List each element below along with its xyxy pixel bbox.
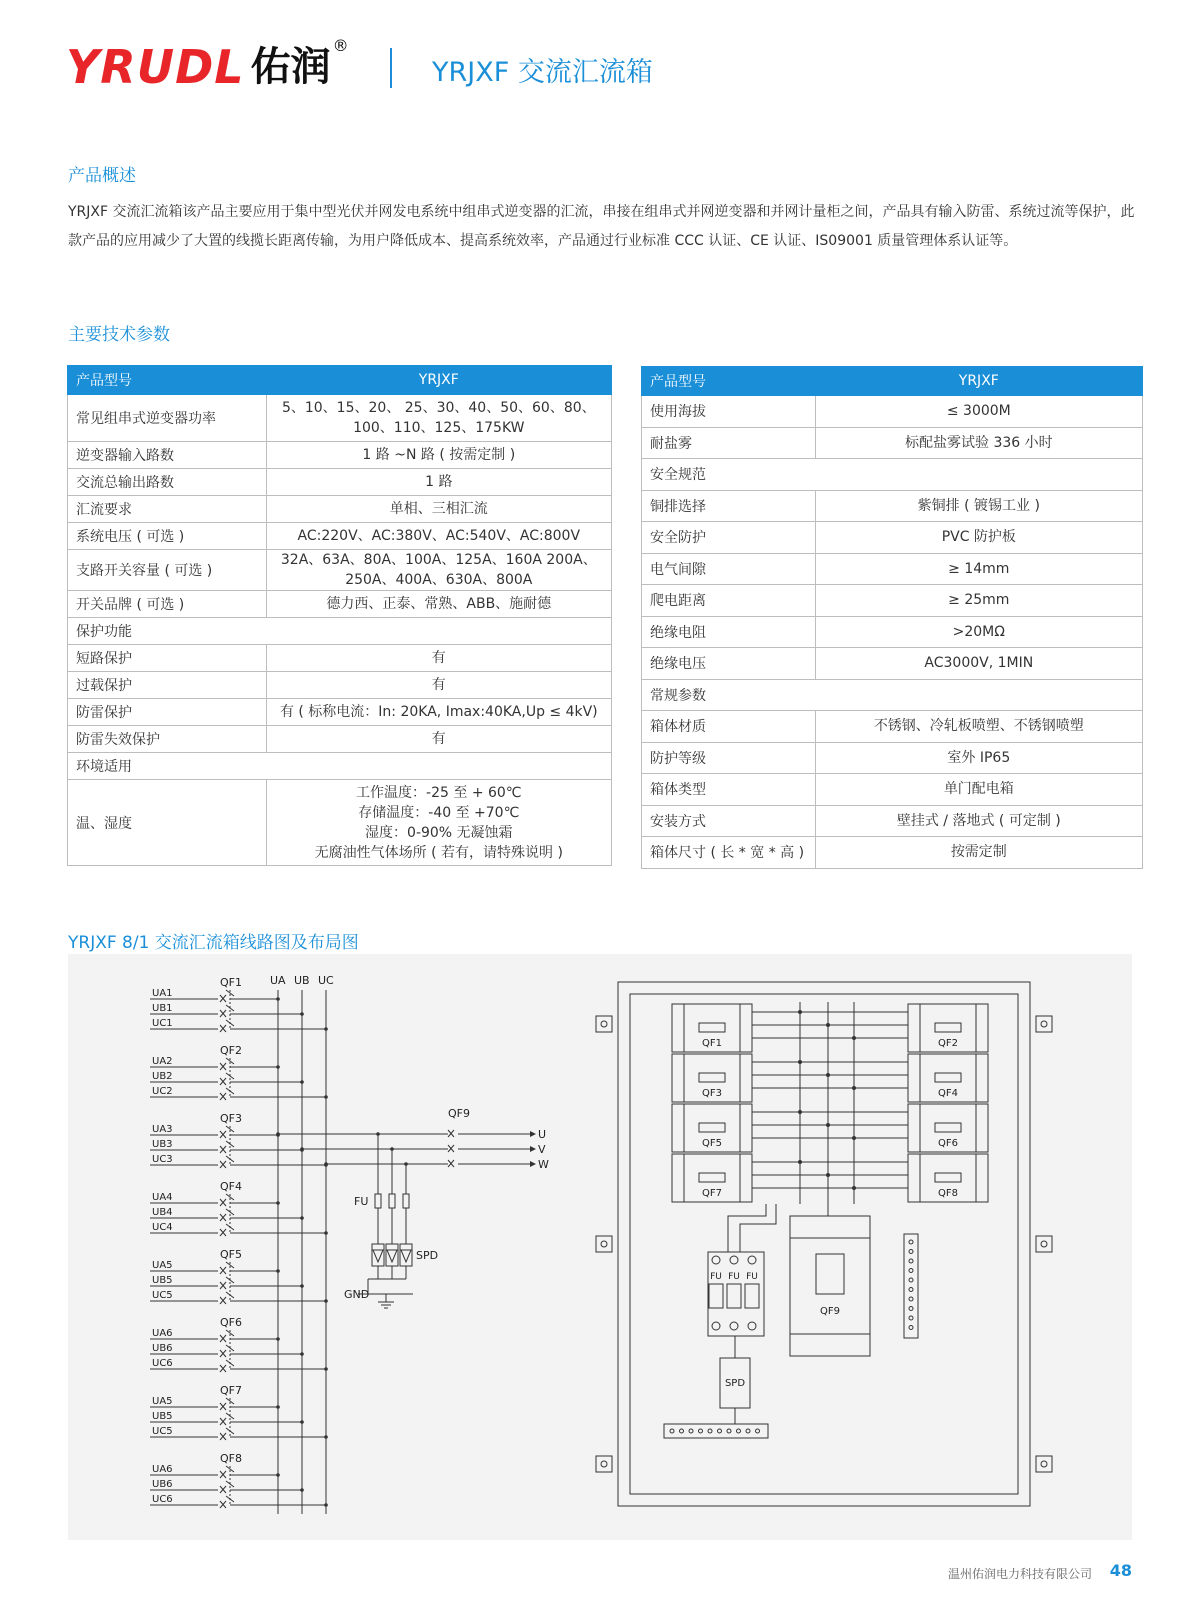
left-table-row [68,523,612,550]
mount-hole [1041,1021,1047,1027]
left-table-row-value: 德力西、正泰、常熟、ABB、施耐德 [266,591,611,618]
left-table-row-value: 有 [266,672,611,699]
junction-dot [300,1420,304,1424]
junction-dot [324,1435,328,1439]
left-table-row [68,395,612,442]
cabinet-outer [618,982,1030,1506]
input-line-label: UB3 [152,1139,173,1150]
right-table-row [642,490,1143,522]
fuse-element [389,1194,395,1208]
input-line-label: UA1 [152,988,173,999]
left-spec-table [67,365,612,866]
ground-strip-hole [737,1429,741,1433]
gnd-label: GND [344,1288,370,1301]
circuit-schematic [150,974,549,1514]
terminal-strip-hole [909,1278,913,1282]
right-table-row-value: >20MΩ [815,616,1142,648]
breaker-label: QF7 [220,1384,242,1397]
right-table-row-value: 不锈钢、冷轧板喷塑、不锈钢喷塑 [815,711,1142,743]
right-table-row-label: 电气间隙 [642,553,816,585]
breaker-handle [699,1123,725,1132]
left-table-row [68,442,612,469]
ground-strip-hole [689,1429,693,1433]
breaker-terminal [672,1154,684,1202]
breaker-label: QF1 [220,976,242,989]
right-table-row [642,837,1143,869]
left-table-row-value: 5、10、15、20、 25、30、40、50、60、80、100、110、125、175KW [266,395,611,442]
busbar-joint [798,1110,802,1114]
junction-dot [300,1012,304,1016]
right-table-row-label: 使用海拔 [642,396,816,428]
input-line-label: UA3 [152,1124,173,1135]
mount-bracket [1036,1016,1052,1032]
breaker-terminal [672,1054,684,1102]
brand-logo-cn: 佑润 [250,44,331,90]
layout-breaker-label: QF2 [938,1038,958,1049]
left-table-row [68,726,612,753]
terminal-strip-hole [909,1250,913,1254]
input-line-label: UB4 [152,1207,173,1218]
fuse-terminal [730,1256,738,1264]
left-table-row-value: 单相、三相汇流 [266,496,611,523]
layout-fuse-label: FU [728,1272,740,1282]
junction-dot [324,1231,328,1235]
right-table-row [642,522,1143,554]
left-table-row [68,469,612,496]
fuse-label: FU [354,1195,369,1208]
brand-logo [66,36,349,94]
ground-strip-hole [708,1429,712,1433]
fuse-terminal [730,1322,738,1330]
breaker-terminal [908,1054,920,1102]
right-table-row-value: PVC 防护板 [815,522,1142,554]
junction-dot [324,1095,328,1099]
layout-breaker-label: QF5 [702,1138,722,1149]
mount-bracket [596,1236,612,1252]
layout-breaker-label: QF7 [702,1188,722,1199]
breaker-label: QF3 [220,1112,242,1125]
busbar-joint [826,1073,830,1077]
left-table-row-label: 常见组串式逆变器功率 [68,395,267,442]
output-arrow [530,1131,536,1137]
input-line-label: UB5 [152,1275,173,1286]
left-table-row-label: 开关品牌 ( 可选 ) [68,591,267,618]
right-table-header-row [642,367,1143,396]
overview-text: YRJXF 交流汇流箱该产品主要应用于集中型光伏并网发电系统中组串式逆变器的汇流，串接在组串式并网逆变器和并网计量柜之间，产品具有输入防雷、系统过流等保护，此款产品的应用减少了大置的线揽长距离传输，为用户降低成本、提高系统效率，产品通过行业标准 CCC 认证、CE 认证、IS09001 质量管理体系认证等。 [68,204,1135,249]
params-heading: 主要技术参数 [68,325,170,345]
right-table-row [642,396,1143,428]
input-line-label: UA4 [152,1192,173,1203]
left-table-row-label: 系统电压 ( 可选 ) [68,523,267,550]
mount-hole [1041,1241,1047,1247]
input-line-label: UB6 [152,1479,173,1490]
right-table-row-label: 安全防护 [642,522,816,554]
spd-label: SPD [416,1249,439,1262]
header-divider [390,48,392,88]
junction-dot [404,1162,408,1166]
left-table-header-label: 产品型号 [68,366,267,395]
right-table-row-value: 紫铜排 ( 镀锡工业 ) [815,490,1142,522]
output-arrow [530,1161,536,1167]
left-table-row-label: 交流总输出路数 [68,469,267,496]
junction-dot [276,1337,280,1341]
terminal-strip-hole [909,1316,913,1320]
input-line-label: UA5 [152,1260,173,1271]
breaker-terminal [976,1004,988,1052]
left-table-row [68,753,612,780]
junction-dot [276,1405,280,1409]
left-table-row-label: 过载保护 [68,672,267,699]
left-table-row-value: 1 路 [266,469,611,496]
left-table-row-value: 1 路 ~N 路 ( 按需定制 ) [266,442,611,469]
right-table-row-label: 爬电距离 [642,585,816,617]
junction-dot [390,1147,394,1151]
cabinet-layout [596,982,1052,1506]
input-line-label: UB1 [152,1003,173,1014]
spd-arrow [387,1250,397,1262]
left-table-env-row [68,780,612,866]
junction-dot [300,1147,304,1151]
mount-bracket [596,1456,612,1472]
terminal-strip-hole [909,1307,913,1311]
busbar-joint [798,1060,802,1064]
input-line-label: UC5 [152,1290,173,1301]
junction-dot [276,1269,280,1273]
layout-wire [740,1204,776,1252]
mount-hole [1041,1461,1047,1467]
layout-breaker-label: QF6 [938,1138,958,1149]
right-table-row-label: 绝缘电压 [642,648,816,680]
busbar-joint [798,1160,802,1164]
fuse-terminal [748,1256,756,1264]
fuse-body [745,1284,759,1308]
fuse-body [727,1284,741,1308]
right-table-row-value: 标配盐雾试验 336 小时 [815,427,1142,459]
left-table-row [68,672,612,699]
layout-main-label: QF9 [820,1306,840,1317]
left-table-row [68,496,612,523]
breaker-label: QF6 [220,1316,242,1329]
right-table-row [642,774,1143,806]
output-label: W [538,1158,549,1171]
busbar-joint [826,1023,830,1027]
terminal-strip-hole [909,1297,913,1301]
right-table-row [642,459,1143,491]
left-table-row-label: 防雷失效保护 [68,726,267,753]
mount-hole [601,1021,607,1027]
left-table-row-value: 有 [266,726,611,753]
env-condition-line: 工作温度：-25 至 + 60℃ [356,784,522,801]
breaker-handle [699,1073,725,1082]
input-line-label: UC3 [152,1154,173,1165]
right-table-row-value: 单门配电箱 [815,774,1142,806]
ground-strip-hole [727,1429,731,1433]
right-table-row-value: AC3000V, 1MIN [815,648,1142,680]
right-table-row [642,427,1143,459]
right-table-row-value: ≥ 25mm [815,585,1142,617]
breaker-handle [935,1173,961,1182]
ground-strip-hole [756,1429,760,1433]
right-table-row-label: 箱体材质 [642,711,816,743]
fuse-element [375,1194,381,1208]
brand-logo-en: YRUDL [66,40,245,94]
right-table-row-value: ≥ 14mm [815,553,1142,585]
layout-fuse-label: FU [710,1272,722,1282]
breaker-terminal [908,1104,920,1152]
spd-arrow [373,1250,383,1262]
env-condition-line: 存储温度：-40 至 +70℃ [358,804,520,821]
env-condition-line: 湿度：0-90% 无凝蚀霜 [365,824,513,841]
breaker-terminal [976,1054,988,1102]
layout-breaker-label: QF8 [938,1188,958,1199]
right-table-row-value: ≤ 3000M [815,396,1142,428]
input-line-label: UC5 [152,1426,173,1437]
left-table-env-values [266,780,611,866]
mount-bracket [1036,1236,1052,1252]
busbar-joint [852,1086,856,1090]
mount-hole [601,1461,607,1467]
left-table-section-label: 保护功能 [68,618,612,645]
left-table-row-value: 有 ( 标称电流：In: 20KA, Imax:40KA,Up ≤ 4kV) [266,699,611,726]
wiring-diagram-panel [68,954,1132,1540]
junction-dot [324,1367,328,1371]
right-table-row [642,711,1143,743]
left-table-section-label: 环境适用 [68,753,612,780]
spd-arrow [401,1250,411,1262]
right-table-row-value: 壁挂式 / 落地式 ( 可定制 ) [815,805,1142,837]
left-table-row [68,591,612,618]
right-table-row-value: 按需定制 [815,837,1142,869]
busbar-joint [826,1123,830,1127]
main-breaker-handle [816,1254,844,1294]
diagram-heading: YRJXF 8/1 交流汇流箱线路图及布局图 [68,933,359,953]
breaker-terminal [908,1004,920,1052]
left-table-header-row [68,366,612,395]
input-line-label: UC1 [152,1018,173,1029]
bus-label: UB [294,974,310,987]
right-table-header-model: YRJXF [815,367,1142,396]
junction-dot [276,1473,280,1477]
input-line-label: UC6 [152,1358,173,1369]
breaker-terminal [672,1104,684,1152]
breaker-terminal [740,1004,752,1052]
left-table-row [68,645,612,672]
output-arrow [530,1146,536,1152]
fuse-terminal [748,1322,756,1330]
breaker-handle [699,1173,725,1182]
right-table-row-label: 箱体类型 [642,774,816,806]
junction-dot [376,1132,380,1136]
breaker-label: QF8 [220,1452,242,1465]
breaker-handle [935,1123,961,1132]
breaker-handle [699,1023,725,1032]
main-breaker-terminals [790,1334,870,1356]
left-table-row-label: 逆变器输入路数 [68,442,267,469]
left-table-row-value: AC:220V、AC:380V、AC:540V、AC:800V [266,523,611,550]
breaker-terminal [740,1154,752,1202]
right-table-row-label: 铜排选择 [642,490,816,522]
breaker-handle [935,1023,961,1032]
ground-strip-hole [746,1429,750,1433]
breaker-terminal [740,1104,752,1152]
left-table-row-label: 短路保护 [68,645,267,672]
breaker-terminal [976,1104,988,1152]
layout-breaker-label: QF1 [702,1038,722,1049]
layout-spd-label: SPD [724,1378,746,1389]
left-table-row-label: 温、湿度 [68,780,267,866]
output-label: U [538,1128,547,1141]
junction-dot [276,1065,280,1069]
layout-main-breaker [790,1216,870,1356]
junction-dot [324,1299,328,1303]
right-table-row [642,616,1143,648]
right-table-row-label: 耐盐雾 [642,427,816,459]
registered-mark: ® [332,36,349,55]
breaker-terminal [976,1154,988,1202]
left-table-row-value: 32A、63A、80A、100A、125A、160A 200A、250A、400A、630A、800A [266,550,611,591]
right-table-row [642,553,1143,585]
ground-strip-hole [699,1429,703,1433]
left-table-header-model: YRJXF [266,366,611,395]
main-breaker-label: QF9 [448,1107,470,1120]
junction-dot [324,1027,328,1031]
terminal-strip-hole [909,1259,913,1263]
fuse-body [709,1284,723,1308]
ground-strip-hole [718,1429,722,1433]
right-table-row [642,585,1143,617]
junction-dot [300,1488,304,1492]
junction-dot [300,1284,304,1288]
right-table-header-label: 产品型号 [642,367,816,396]
layout-fuse-label: FU [746,1272,758,1282]
input-line-label: UA6 [152,1464,173,1475]
breaker-terminal [908,1154,920,1202]
main-breaker-terminals [790,1216,870,1238]
ground-strip-hole [680,1429,684,1433]
env-condition-line: 无腐油性气体场所 ( 若有，请特殊说明 ) [314,844,563,861]
left-table-row-value: 有 [266,645,611,672]
input-line-label: UB6 [152,1343,173,1354]
right-table-section-label: 常规参数 [642,679,1143,711]
right-spec-table [641,366,1143,869]
terminal-strip-hole [909,1240,913,1244]
right-table-row-label: 安装方式 [642,805,816,837]
left-table-row-label: 防雷保护 [68,699,267,726]
terminal-strip-hole [909,1269,913,1273]
output-label: V [538,1143,546,1156]
left-table-row-label: 汇流要求 [68,496,267,523]
busbar-joint [852,1186,856,1190]
bus-label: UA [270,974,286,987]
input-line-label: UB5 [152,1411,173,1422]
footer-company: 温州佑润电力科技有限公司 [947,1567,1092,1581]
right-table-row [642,805,1143,837]
left-table-row [68,550,612,591]
page-number: 48 [1109,1561,1132,1580]
layout-breaker-label: QF3 [702,1088,722,1099]
mount-bracket [596,1016,612,1032]
breaker-label: QF5 [220,1248,242,1261]
ground-strip-hole [670,1429,674,1433]
left-table-row [68,699,612,726]
breaker-handle [935,1073,961,1082]
junction-dot [300,1216,304,1220]
input-line-label: UA2 [152,1056,173,1067]
fuse-element [403,1194,409,1208]
layout-breaker-label: QF4 [938,1088,958,1099]
junction-dot [276,1132,280,1136]
left-table-row [68,618,612,645]
right-table-row [642,742,1143,774]
busbar-joint [826,1173,830,1177]
page-title: YRJXF 交流汇流箱 [432,57,653,88]
input-line-label: UB2 [152,1071,173,1082]
junction-dot [276,997,280,1001]
right-table-row-label: 防护等级 [642,742,816,774]
busbar-joint [798,1010,802,1014]
input-line-label: UA6 [152,1328,173,1339]
junction-dot [300,1080,304,1084]
fuse-terminal [712,1256,720,1264]
breaker-terminal [740,1054,752,1102]
mount-bracket [1036,1456,1052,1472]
junction-dot [324,1162,328,1166]
busbar-joint [852,1036,856,1040]
layout-wire [728,1204,766,1252]
bus-label: UC [318,974,334,987]
breaker-label: QF4 [220,1180,242,1193]
cabinet-inner [630,994,1018,1494]
mount-hole [601,1241,607,1247]
breaker-label: QF2 [220,1044,242,1057]
junction-dot [324,1503,328,1507]
right-table-row [642,679,1143,711]
right-table-row [642,648,1143,680]
input-line-label: UC2 [152,1086,173,1097]
right-table-section-label: 安全规范 [642,459,1143,491]
junction-dot [300,1352,304,1356]
input-line-label: UA5 [152,1396,173,1407]
fuse-terminal [712,1322,720,1330]
input-line-label: UC6 [152,1494,173,1505]
overview-heading: 产品概述 [68,166,136,186]
right-table-row-label: 绝缘电阻 [642,616,816,648]
terminal-strip-hole [909,1288,913,1292]
input-line-label: UC4 [152,1222,173,1233]
right-table-row-label: 箱体尺寸 ( 长 * 宽 * 高 ) [642,837,816,869]
wiring-diagram [68,954,1132,1540]
junction-dot [276,1201,280,1205]
right-table-row-value: 室外 IP65 [815,742,1142,774]
terminal-strip-hole [909,1326,913,1330]
left-table-row-label: 支路开关容量 ( 可选 ) [68,550,267,591]
busbar-joint [852,1136,856,1140]
breaker-terminal [672,1004,684,1052]
